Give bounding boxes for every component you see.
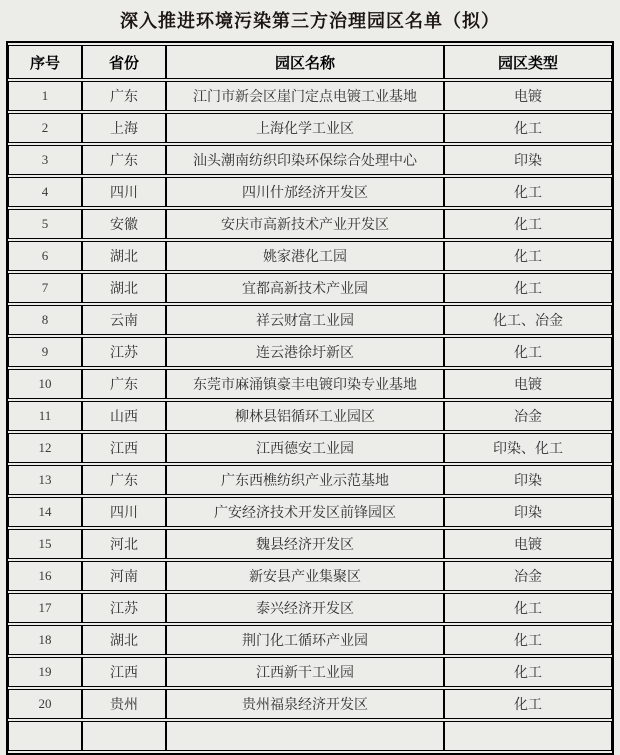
- cell-province: 山西: [82, 401, 166, 431]
- cell-park: 东莞市麻涌镇豪丰电镀印染专业基地: [166, 369, 444, 399]
- header-park: 园区名称: [166, 45, 444, 79]
- cell-type: [444, 721, 612, 751]
- cell-park: 新安县产业集聚区: [166, 561, 444, 591]
- cell-type: 印染: [444, 145, 612, 175]
- cell-province: 江西: [82, 657, 166, 687]
- cell-no: 12: [8, 433, 82, 463]
- cell-park: 汕头潮南纺织印染环保综合处理中心: [166, 145, 444, 175]
- cell-type: 电镀: [444, 529, 612, 559]
- header-type: 园区类型: [444, 45, 612, 79]
- table-row: [8, 561, 612, 591]
- park-table: [8, 43, 612, 753]
- cell-province: 江苏: [82, 337, 166, 367]
- cell-province: 广东: [82, 369, 166, 399]
- cell-park: 上海化学工业区: [166, 113, 444, 143]
- cell-no: 6: [8, 241, 82, 271]
- cell-province: 河南: [82, 561, 166, 591]
- cell-no: 3: [8, 145, 82, 175]
- table-row: [8, 305, 612, 335]
- cell-type: 化工: [444, 273, 612, 303]
- cell-province: 安徽: [82, 209, 166, 239]
- page-title: 深入推进环境污染第三方治理园区名单（拟）: [120, 11, 500, 31]
- header-no: 序号: [8, 45, 82, 79]
- cell-province: 云南: [82, 305, 166, 335]
- cell-no: 7: [8, 273, 82, 303]
- table-row: [8, 241, 612, 271]
- cell-no: 10: [8, 369, 82, 399]
- cell-no: 15: [8, 529, 82, 559]
- cell-park: 江西新干工业园: [166, 657, 444, 687]
- cell-province: 广东: [82, 145, 166, 175]
- cell-no: 18: [8, 625, 82, 655]
- cell-type: 化工: [444, 209, 612, 239]
- cell-province: 湖北: [82, 241, 166, 271]
- cell-park: 祥云财富工业园: [166, 305, 444, 335]
- cell-type: 化工: [444, 113, 612, 143]
- cell-no: 19: [8, 657, 82, 687]
- cell-park: 柳林县铝循环工业园区: [166, 401, 444, 431]
- cell-province: 河北: [82, 529, 166, 559]
- cell-no: 4: [8, 177, 82, 207]
- cell-province: 广东: [82, 465, 166, 495]
- cell-province: 广东: [82, 81, 166, 111]
- cell-no: 9: [8, 337, 82, 367]
- cell-no: 13: [8, 465, 82, 495]
- cell-type: 印染: [444, 465, 612, 495]
- cell-type: 化工: [444, 625, 612, 655]
- table-row: [8, 433, 612, 463]
- cell-type: 冶金: [444, 561, 612, 591]
- cell-no: 20: [8, 689, 82, 719]
- table-row: [8, 625, 612, 655]
- cell-no: 1: [8, 81, 82, 111]
- cell-province: 贵州: [82, 689, 166, 719]
- cell-park: 宜都高新技术产业园: [166, 273, 444, 303]
- cell-no: 8: [8, 305, 82, 335]
- table-row: [8, 113, 612, 143]
- cell-type: 化工: [444, 657, 612, 687]
- table-row: [8, 145, 612, 175]
- table-row: [8, 369, 612, 399]
- cell-park: 泰兴经济开发区: [166, 593, 444, 623]
- cell-province: 上海: [82, 113, 166, 143]
- table-row: [8, 401, 612, 431]
- cell-province: 江西: [82, 433, 166, 463]
- table-row: [8, 721, 612, 751]
- cell-park: 江西德安工业园: [166, 433, 444, 463]
- cell-no: 16: [8, 561, 82, 591]
- cell-park: 广安经济技术开发区前锋园区: [166, 497, 444, 527]
- table-body: [8, 81, 612, 751]
- header-province: 省份: [82, 45, 166, 79]
- cell-province: 江苏: [82, 593, 166, 623]
- table-row: [8, 529, 612, 559]
- cell-no: 11: [8, 401, 82, 431]
- table-row: [8, 657, 612, 687]
- table-row: [8, 465, 612, 495]
- cell-no: [8, 721, 82, 751]
- cell-type: 电镀: [444, 369, 612, 399]
- table-row: [8, 593, 612, 623]
- cell-park: 四川什邡经济开发区: [166, 177, 444, 207]
- cell-province: 湖北: [82, 273, 166, 303]
- cell-province: [82, 721, 166, 751]
- table-row: [8, 209, 612, 239]
- cell-type: 化工: [444, 593, 612, 623]
- cell-no: 5: [8, 209, 82, 239]
- park-table-container: [6, 41, 614, 755]
- cell-no: 17: [8, 593, 82, 623]
- table-row: [8, 273, 612, 303]
- cell-type: 电镀: [444, 81, 612, 111]
- table-header: [8, 45, 612, 79]
- cell-type: 化工: [444, 689, 612, 719]
- cell-park: 广东西樵纺织产业示范基地: [166, 465, 444, 495]
- cell-type: 化工、冶金: [444, 305, 612, 335]
- cell-province: 四川: [82, 177, 166, 207]
- cell-park: 安庆市高新技术产业开发区: [166, 209, 444, 239]
- cell-park: 江门市新会区崖门定点电镀工业基地: [166, 81, 444, 111]
- cell-no: 14: [8, 497, 82, 527]
- table-row: [8, 177, 612, 207]
- cell-no: 2: [8, 113, 82, 143]
- table-row: [8, 689, 612, 719]
- table-row: [8, 497, 612, 527]
- cell-park: 连云港徐圩新区: [166, 337, 444, 367]
- cell-type: 印染: [444, 497, 612, 527]
- cell-province: 四川: [82, 497, 166, 527]
- cell-type: 冶金: [444, 401, 612, 431]
- cell-type: 化工: [444, 337, 612, 367]
- cell-park: 姚家港化工园: [166, 241, 444, 271]
- header-row: [8, 45, 612, 79]
- cell-province: 湖北: [82, 625, 166, 655]
- cell-park: [166, 721, 444, 751]
- cell-type: 化工: [444, 241, 612, 271]
- cell-park: 贵州福泉经济开发区: [166, 689, 444, 719]
- table-row: [8, 81, 612, 111]
- cell-park: 魏县经济开发区: [166, 529, 444, 559]
- cell-type: 化工: [444, 177, 612, 207]
- cell-park: 荆门化工循环产业园: [166, 625, 444, 655]
- table-row: [8, 337, 612, 367]
- cell-type: 印染、化工: [444, 433, 612, 463]
